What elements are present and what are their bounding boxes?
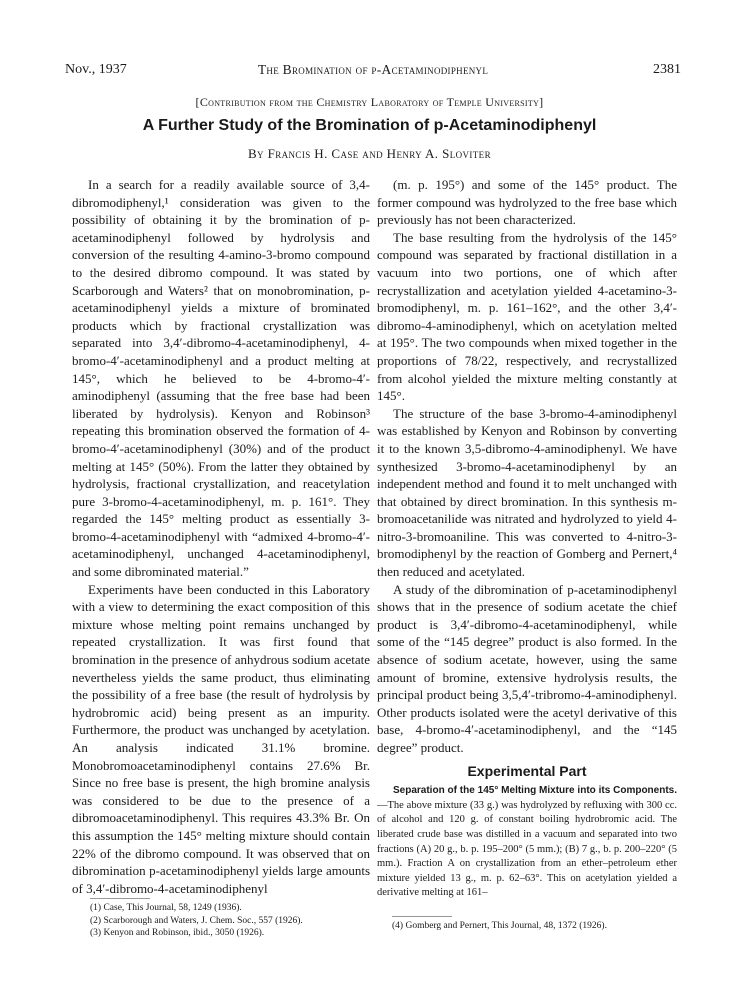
footnote: (1) Case, This Journal, 58, 1249 (1936). — [90, 903, 242, 913]
contribution-line: [Contribution from the Chemistry Laboratory of Temple University] — [195, 95, 544, 109]
section-heading: Experimental Part — [467, 762, 587, 779]
paragraph: The structure of the base 3-bromo-4-aminodiphenyl was established by Kenyon and Robinson by converting it to the known 3,5-dibromo-4-aminodiphenyl. We have synthesized 3-bromo-4-acetaminodiphenyl by an independent method and found it to melt unchanged with that obtained by direct bromination. In this synthesis m-bromoacetanilide was nitrated and hydrolyzed to yield 4-nitro-3-bromoaniline. This was converted to 4-nitro-3-bromodiphenyl by the reaction of Gomberg and Pernert,⁴ then reduced and acetylated. — [377, 405, 677, 580]
footnotes-right — [392, 920, 682, 933]
footnote-rule — [392, 916, 452, 917]
paragraph: Experiments have been conducted in this Laboratory with a view to determining the exact composition of this mixture whose melting point remains unchanged by repeated crystallization. It was first found that bromination in the presence of anhydrous sodium acetate nevertheless yields the same product, thus eliminating the possibility of a free base (the result of hydrolysis by hydrobromic acid) being present as an impurity. Furthermore, the product was unchanged by acetylation. An analysis indicated 31.1% bromine. Monobromoacetaminodiphenyl contains 27.6% Br. Since no free base is present, the high bromine analysis was considered to be due to the presence of a dibromoacetaminodiphenyl. This requires 43.3% Br. On this assumption the 145° melting mixture should contain 22% of the dibromo compound. It was observed that on dibromination p-acetaminodiphenyl yields large amounts of 3,4′-dibromo-4-acetaminodiphenyl — [72, 581, 370, 896]
footnote: (4) Gomberg and Pernert, This Journal, 48, 1372 (1926). — [392, 921, 607, 931]
article-title: A Further Study of the Bromination of p-Acetaminodiphenyl — [142, 117, 597, 134]
issue-date: Nov., 1937 — [65, 62, 127, 77]
experimental-paragraph — [377, 784, 677, 901]
footnote-rule — [90, 898, 150, 899]
footnotes-left — [90, 902, 370, 940]
run-in-heading: Separation of the 145° Melting Mixture into its Components. — [393, 785, 677, 797]
footnote: (2) Scarborough and Waters, J. Chem. Soc., 557 (1926). — [90, 915, 303, 926]
paragraph: (m. p. 195°) and some of the 145° product. The former compound was hydrolyzed to the free base which previously has not been characterized. — [377, 177, 677, 228]
running-title: The Bromination of p-Acetaminodiphenyl — [257, 62, 489, 77]
paragraph: The base resulting from the hydrolysis of the 145° compound was separated by fractional distillation in a vacuum into two portions, one of which after recrystallization and acetylation yielded 4-acetamino-3-bromodiphenyl, m. p. 161–162°, and the other 3,4′-dibromo-4-aminodiphenyl, which on acetylation melted at 195°. The two compounds when mixed together in the proportions of 78/22, respectively, and recrystallized from alcohol yielded the mixture melting constantly at 145°. — [377, 229, 677, 404]
paragraph: In a search for a readily available source of 3,4-dibromodiphenyl,¹ consideration was given to the possibility of obtaining it by the bromination of p-acetaminodiphenyl followed by hydrolysis and conversion of the resulting 4-amino-3-bromo compound to the desired dibromo compound. It was stated by Scarborough and Waters² that on monobromination, p-acetaminodiphenyl yields a mixture of brominated products which by fractional crystallization was separated into 3,4′-dibromo-4-acetaminodiphenyl, 4-bromo-4′-acetaminodiphenyl and a product melting at 145°, which he believed to be 4-bromo-4′-aminodiphenyl (assuming that the free base had been liberated by hydrolysis). Kenyon and Robinson³ repeating this bromination observed the formation of 4-bromo-4′-acetaminodiphenyl (30%) and of the product melting at 145° (50%). From the latter they obtained by hydrolysis, fractional crystallization, and reacetylation pure 3-bromo-4-acetaminodiphenyl, m. p. 161°. They regarded the 145° melting product as essentially 3-bromo-4-acetaminodiphenyl with “admixed 4-bromo-4′-acetaminodiphenyl, unchanged 4-acetaminodiphenyl, and some dibrominated material.” — [72, 177, 370, 580]
article-authors: By Francis H. Case and Henry A. Sloviter — [247, 146, 491, 161]
footnote: (3) Kenyon and Robinson, ibid., 3050 (1926). — [90, 928, 265, 938]
right-column — [377, 176, 677, 901]
experimental-text: —The above mixture (33 g.) was hydrolyzed by refluxing with 300 cc. of alcohol and 120 g. of constant boiling hydrobromic acid. The liberated crude base was distilled in a vacuum and separated into two fractions (A) 20 g., b. p. 195–200° (5 mm.); (B) 7 g., b. p. 200–220° (5 mm.). Fraction A on crystallization from an ether–petroleum ether mixture yielded 13 g., m. p. 62–63°. This on acetylation yielded a derivative melting at 161– — [377, 799, 677, 899]
running-header — [65, 62, 681, 82]
paragraph: A study of the dibromination of p-acetaminodiphenyl shows that in the presence of sodium acetate the chief product is 3,4′-dibromo-4-acetaminodiphenyl, while some of the “145 degree” product is also formed. In the absence of sodium acetate, however, using the same amount of bromine, extensive hydrolysis results, the principal product being 3,5,4′-tribromo-4-aminodiphenyl. Other products isolated were the acetyl derivative of this base, 4-bromo-4′-acetaminodiphenyl, and the “145 degree” product. — [377, 581, 677, 755]
left-column — [72, 176, 370, 897]
page-number: 2381 — [653, 62, 681, 77]
